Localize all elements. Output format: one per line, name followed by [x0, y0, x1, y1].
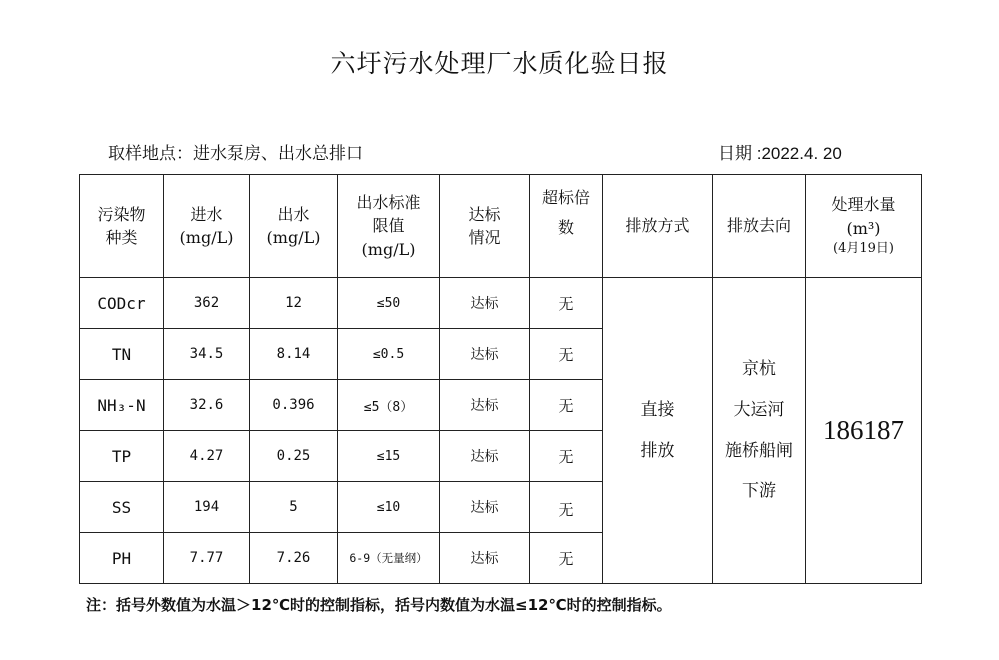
discharge-method-cell — [603, 278, 713, 584]
compliance-cell: 达标 — [440, 431, 530, 482]
header-text: 种类 — [105, 228, 138, 247]
report-title: 六圩污水处理厂水质化验日报 — [330, 49, 669, 78]
report-date: 日期 :2022.4. 20 — [718, 144, 842, 163]
water-quality-table — [79, 174, 922, 584]
compliance-cell: 达标 — [440, 380, 530, 431]
limit-cell: ≤0.5 — [338, 329, 440, 380]
header-excess — [530, 175, 603, 278]
header-text: 超标倍 — [541, 188, 590, 207]
header-volume — [806, 175, 922, 278]
header-compliance — [440, 175, 530, 278]
limit-cell: ≤50 — [338, 278, 440, 329]
limit-cell: ≤10 — [338, 482, 440, 533]
pollutant-cell: NH₃-N — [80, 380, 164, 431]
discharge-method-text: 直接 — [640, 399, 675, 420]
excess-cell: 无 — [530, 533, 603, 584]
outflow-cell: 5 — [250, 482, 338, 533]
footnote: 注：括号外数值为水温＞12℃时的控制指标，括号内数值为水温≤12℃时的控制指标。 — [86, 596, 672, 614]
header-text: 情况 — [468, 228, 501, 247]
header-text: 出水 — [277, 204, 310, 224]
header-pollutant — [80, 175, 164, 278]
inflow-cell: 194 — [164, 482, 250, 533]
inflow-cell: 4.27 — [164, 431, 250, 482]
outflow-cell: 0.25 — [250, 431, 338, 482]
discharge-direction-text: 京杭 — [742, 358, 776, 379]
discharge-direction-text: 大运河 — [733, 399, 785, 420]
inflow-cell: 362 — [164, 278, 250, 329]
pollutant-cell: SS — [80, 482, 164, 533]
header-outflow — [250, 175, 338, 278]
header-text: (mg/L) — [361, 239, 416, 259]
outflow-cell: 7.26 — [250, 533, 338, 584]
header-text: (4月19日) — [833, 240, 894, 256]
header-text: (mg/L) — [179, 228, 234, 247]
discharge-direction-text: 下游 — [742, 481, 776, 502]
header-limit — [338, 175, 440, 278]
limit-cell: ≤15 — [338, 431, 440, 482]
inflow-cell: 7.77 — [164, 533, 250, 584]
header-text: 污染物 — [97, 204, 146, 224]
header-discharge-direction: 排放去向 — [713, 175, 806, 278]
header-text: (mg/L) — [266, 228, 321, 247]
pollutant-cell: CODcr — [80, 278, 164, 329]
excess-cell: 无 — [530, 380, 603, 431]
excess-cell: 无 — [530, 278, 603, 329]
sampling-location: 取样地点：进水泵房、出水总排口 — [108, 144, 363, 164]
header-text: 数 — [557, 218, 574, 238]
discharge-direction-cell — [713, 278, 806, 584]
discharge-method-text: 排放 — [640, 440, 675, 461]
treated-volume-cell: 186187 — [806, 278, 922, 584]
excess-cell: 无 — [530, 482, 603, 533]
compliance-cell: 达标 — [440, 329, 530, 380]
pollutant-cell: TN — [80, 329, 164, 380]
outflow-cell: 12 — [250, 278, 338, 329]
inflow-cell: 32.6 — [164, 380, 250, 431]
header-text: 限值 — [372, 216, 405, 236]
excess-cell: 无 — [530, 431, 603, 482]
header-text: 达标 — [468, 204, 501, 224]
limit-cell: 6-9（无量纲） — [338, 533, 440, 584]
table-row — [80, 278, 922, 329]
outflow-cell: 0.396 — [250, 380, 338, 431]
header-row — [80, 175, 922, 278]
compliance-cell: 达标 — [440, 278, 530, 329]
outflow-cell: 8.14 — [250, 329, 338, 380]
compliance-cell: 达标 — [440, 533, 530, 584]
header-text: 处理水量 — [831, 195, 896, 215]
pollutant-cell: PH — [80, 533, 164, 584]
discharge-direction-text: 施桥船闸 — [725, 440, 793, 461]
compliance-cell: 达标 — [440, 482, 530, 533]
header-text: 进水 — [190, 204, 223, 224]
pollutant-cell: TP — [80, 431, 164, 482]
header-text: (m³) — [846, 218, 881, 238]
header-text: 出水标准 — [356, 193, 421, 213]
inflow-cell: 34.5 — [164, 329, 250, 380]
excess-cell: 无 — [530, 329, 603, 380]
header-discharge-method: 排放方式 — [603, 175, 713, 278]
header-inflow — [164, 175, 250, 278]
limit-cell: ≤5（8） — [338, 380, 440, 431]
